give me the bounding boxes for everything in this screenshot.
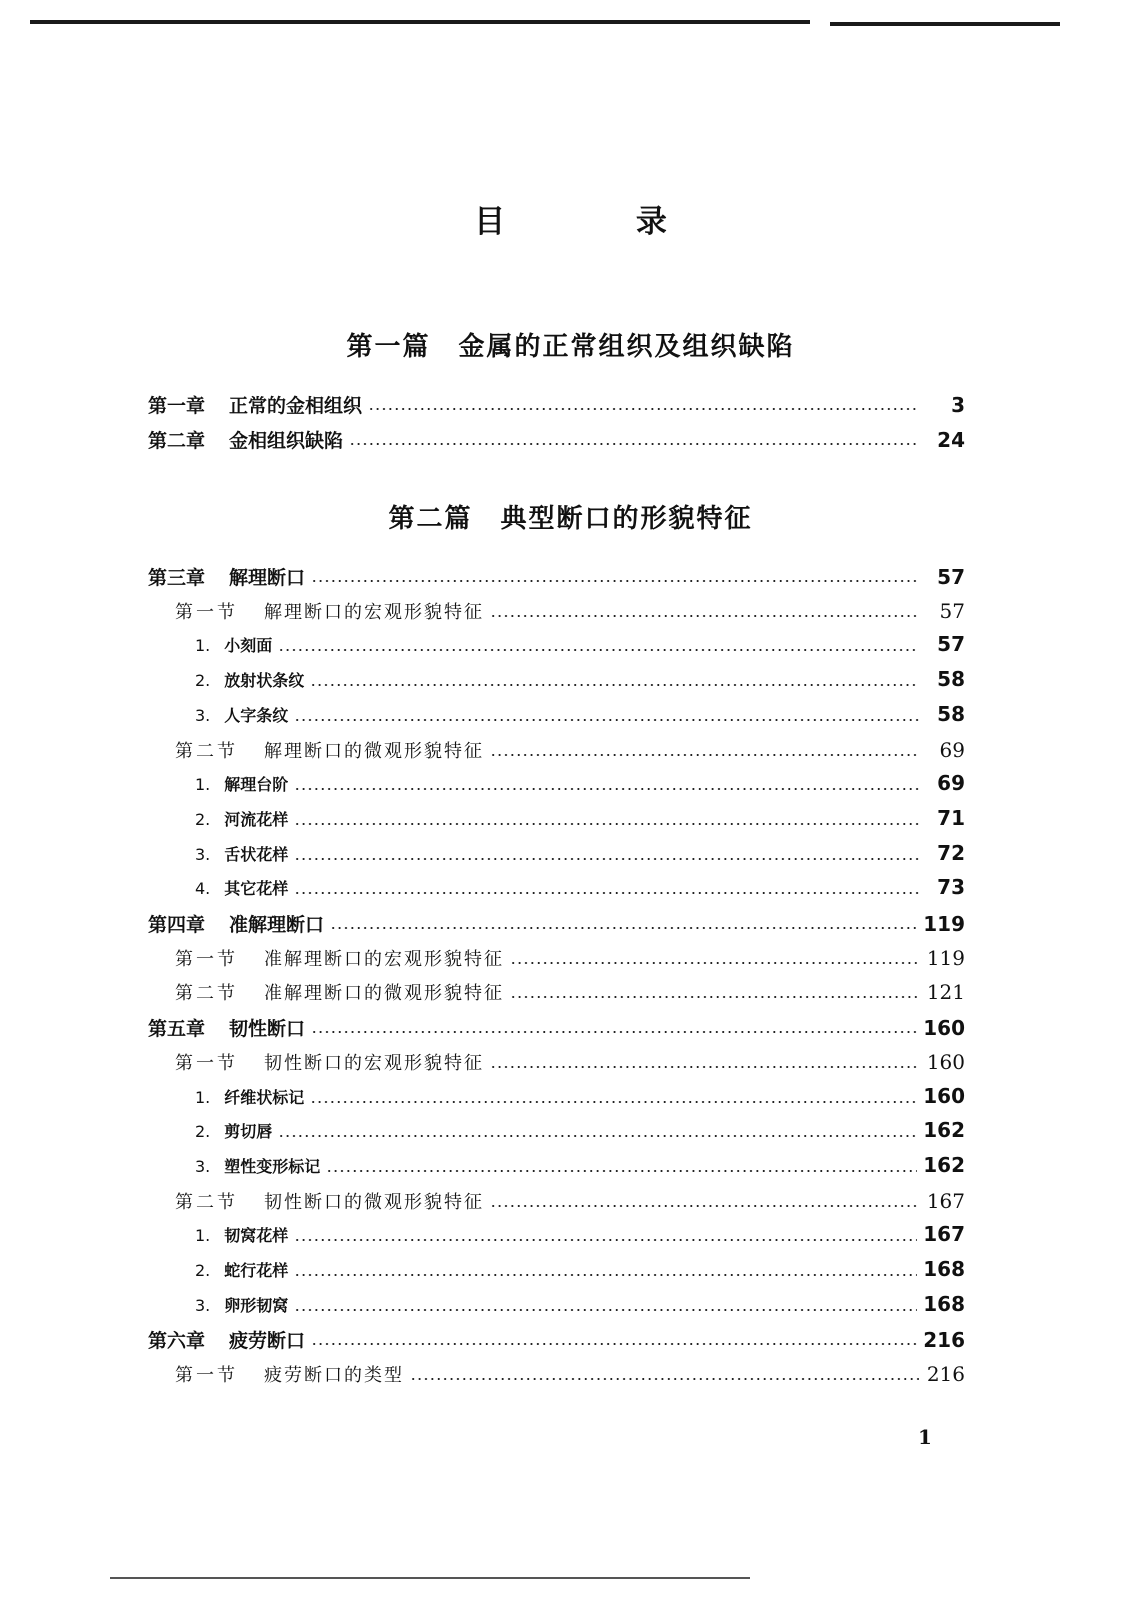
dot-leader (310, 1101, 917, 1103)
toc-entry-item (195, 771, 965, 801)
toc-entry-number: 3. (195, 1295, 211, 1315)
dot-leader (294, 892, 919, 894)
toc-entry-page: 57 (937, 565, 965, 589)
dot-leader (311, 1031, 917, 1033)
toc-entry-number: 3. (195, 705, 211, 725)
part-1-heading (0, 326, 1141, 363)
dot-leader (294, 1309, 917, 1311)
toc-entry-page: 58 (937, 667, 965, 692)
toc-entry-number: 2. (195, 809, 211, 829)
toc-entry-title: 蛇行花样 (224, 1261, 289, 1280)
dot-leader (490, 754, 919, 756)
toc-entry-number: 1. (195, 1087, 211, 1107)
dot-leader (326, 1170, 917, 1172)
toc-entry-item (195, 1084, 965, 1114)
toc-entry-page: 167 (923, 1222, 965, 1247)
toc-entry-number: 第二节 (175, 1191, 238, 1213)
toc-entry-title: 金相组织缺陷 (229, 430, 344, 452)
toc-entry-title: 解理断口的宏观形貌特征 (264, 601, 484, 623)
toc-entry-item (195, 1222, 965, 1252)
part-2-heading (0, 498, 1141, 535)
toc-entry-title: 准解理断口的微观形貌特征 (264, 983, 504, 1005)
dot-leader (510, 996, 919, 998)
toc-entry-page: 69 (937, 771, 965, 796)
toc-entry-item (195, 702, 965, 732)
toc-entry-number: 第三章 (148, 567, 206, 589)
toc-entry-item (195, 841, 965, 871)
dot-leader (294, 823, 919, 825)
toc-entry-section (175, 1361, 965, 1391)
toc-entry-page: 73 (937, 875, 965, 900)
dot-leader (410, 1378, 919, 1380)
toc-entry-title: 韧性断口的微观形貌特征 (264, 1191, 484, 1213)
dot-leader (510, 962, 919, 964)
dot-leader (490, 1205, 919, 1207)
toc-entry-number: 第一节 (175, 1052, 238, 1074)
toc-entry-page: 57 (939, 598, 965, 623)
toc-entry-title: 其它花样 (224, 879, 289, 899)
toc-entry-number: 第二章 (148, 430, 206, 452)
part-1-title: 金属的正常组织及组织缺陷 (458, 332, 795, 362)
toc-entry-number: 第一节 (175, 601, 238, 623)
toc-entry-section (175, 1049, 965, 1079)
dot-leader (310, 684, 919, 686)
part-2-title: 典型断口的形貌特征 (500, 504, 753, 534)
toc-entry-page: 69 (939, 737, 965, 762)
toc-entry-page: 168 (923, 1291, 965, 1316)
top-rule-right (830, 22, 1060, 26)
toc-entry-page: 71 (937, 805, 965, 830)
toc-entry-page: 72 (937, 840, 965, 865)
toc-entry-section (175, 598, 965, 628)
page-title: 目 录 (474, 204, 727, 240)
toc-entry-number: 第五章 (148, 1018, 206, 1041)
toc-entry-title: 疲劳断口的类型 (264, 1365, 404, 1387)
toc-entry-title: 卵形韧窝 (224, 1295, 289, 1315)
toc-entry-number: 第一节 (175, 948, 238, 970)
toc-entry-chapter (148, 1326, 965, 1356)
part-1-label: 第一篇 (346, 332, 431, 362)
dot-leader (330, 927, 917, 929)
toc-entry-section (175, 737, 965, 767)
dot-leader (294, 1239, 917, 1241)
toc-entry-number: 3. (195, 844, 211, 864)
dot-leader (278, 649, 919, 651)
dot-leader (311, 580, 919, 582)
dot-leader (368, 408, 919, 410)
toc-entry-title: 解理台阶 (224, 775, 289, 795)
part-2-label: 第二篇 (388, 504, 473, 534)
toc-entry-item (195, 806, 965, 836)
toc-entry-chapter (148, 910, 965, 940)
toc-entry-page: 160 (923, 1083, 965, 1108)
toc-entry-title: 准解理断口 (229, 914, 325, 936)
toc-entry-title: 人字条纹 (224, 705, 289, 725)
toc-entry-title: 韧性断口的宏观形貌特征 (264, 1052, 484, 1074)
toc-entry-item (195, 1118, 965, 1148)
toc-entry-page: 162 (923, 1118, 965, 1143)
toc-entry-number: 3. (195, 1156, 211, 1176)
toc-entry-title: 小刻面 (224, 636, 273, 656)
toc-entry-title: 纤维状标记 (224, 1087, 305, 1107)
toc-entry-number: 第六章 (148, 1330, 206, 1353)
toc-entry-item (195, 632, 965, 662)
toc-entry-chapter (148, 563, 965, 593)
page-number: 1 (918, 1425, 932, 1449)
toc-entry-page: 121 (926, 980, 965, 1005)
toc-entry-page: 3 (951, 393, 965, 417)
bottom-rule (110, 1577, 750, 1579)
toc-entry-item (195, 667, 965, 697)
toc-entry-number: 1. (195, 775, 211, 795)
toc-entry-page: 216 (923, 1328, 965, 1353)
toc-entry-chapter (148, 426, 965, 456)
toc-entry-item (195, 1257, 965, 1287)
toc-entry-page: 119 (926, 945, 965, 970)
toc-entry-page: 160 (926, 1049, 965, 1074)
dot-leader (294, 1274, 917, 1276)
toc-entry-number: 第一章 (148, 395, 206, 417)
toc-entry-number: 第二节 (175, 740, 238, 762)
toc-entry-item (195, 1292, 965, 1322)
toc-entry-page: 167 (926, 1188, 965, 1213)
toc-entry-number: 2. (195, 1261, 211, 1280)
toc-entry-number: 1. (195, 636, 211, 656)
toc-entry-page: 24 (937, 428, 965, 452)
top-rule (30, 20, 810, 24)
toc-entry-title: 舌状花样 (224, 844, 289, 864)
toc-entry-number: 第二节 (175, 983, 238, 1005)
toc-entry-title: 放射状条纹 (224, 671, 305, 691)
toc-entry-title: 韧窝花样 (224, 1226, 289, 1246)
dot-leader (490, 615, 919, 617)
dot-leader (278, 1135, 917, 1137)
toc-entry-title: 解理断口 (229, 567, 306, 589)
toc-entry-number: 第一节 (175, 1365, 238, 1387)
toc-entry-item (195, 875, 965, 905)
toc-entry-page: 58 (937, 701, 965, 726)
toc-entry-number: 2. (195, 671, 211, 691)
toc-entry-number: 第四章 (148, 914, 206, 936)
toc-entry-number: 1. (195, 1226, 211, 1246)
toc-entry-page: 160 (923, 1016, 965, 1041)
toc-entry-title: 河流花样 (224, 809, 289, 829)
toc-entry-page: 57 (937, 632, 965, 657)
toc-entry-item (195, 1153, 965, 1183)
toc-entry-title: 塑性变形标记 (224, 1156, 321, 1176)
toc-entry-title: 正常的金相组织 (229, 395, 363, 417)
toc-entry-title: 韧性断口 (229, 1018, 306, 1041)
toc-entry-page: 119 (923, 912, 965, 936)
toc-entry-chapter (148, 1014, 965, 1044)
toc-entry-page: 162 (923, 1152, 965, 1177)
toc-entry-section (175, 1188, 965, 1218)
toc-entry-chapter (148, 391, 965, 421)
toc-entry-number: 2. (195, 1122, 211, 1142)
dot-leader (294, 719, 919, 721)
toc-entry-number: 4. (195, 879, 211, 899)
toc-entry-section (175, 945, 965, 975)
dot-leader (490, 1066, 919, 1068)
toc-entry-page: 168 (923, 1257, 965, 1281)
toc-entry-title: 准解理断口的宏观形貌特征 (264, 948, 504, 970)
toc-entry-section (175, 979, 965, 1009)
toc-entry-title: 解理断口的微观形貌特征 (264, 740, 484, 762)
toc-entry-title: 疲劳断口 (229, 1330, 306, 1353)
toc-entry-title: 剪切唇 (224, 1122, 273, 1142)
dot-leader (311, 1343, 917, 1345)
dot-leader (294, 858, 919, 860)
dot-leader (349, 443, 919, 445)
dot-leader (294, 788, 919, 790)
toc-entry-page: 216 (926, 1362, 965, 1387)
